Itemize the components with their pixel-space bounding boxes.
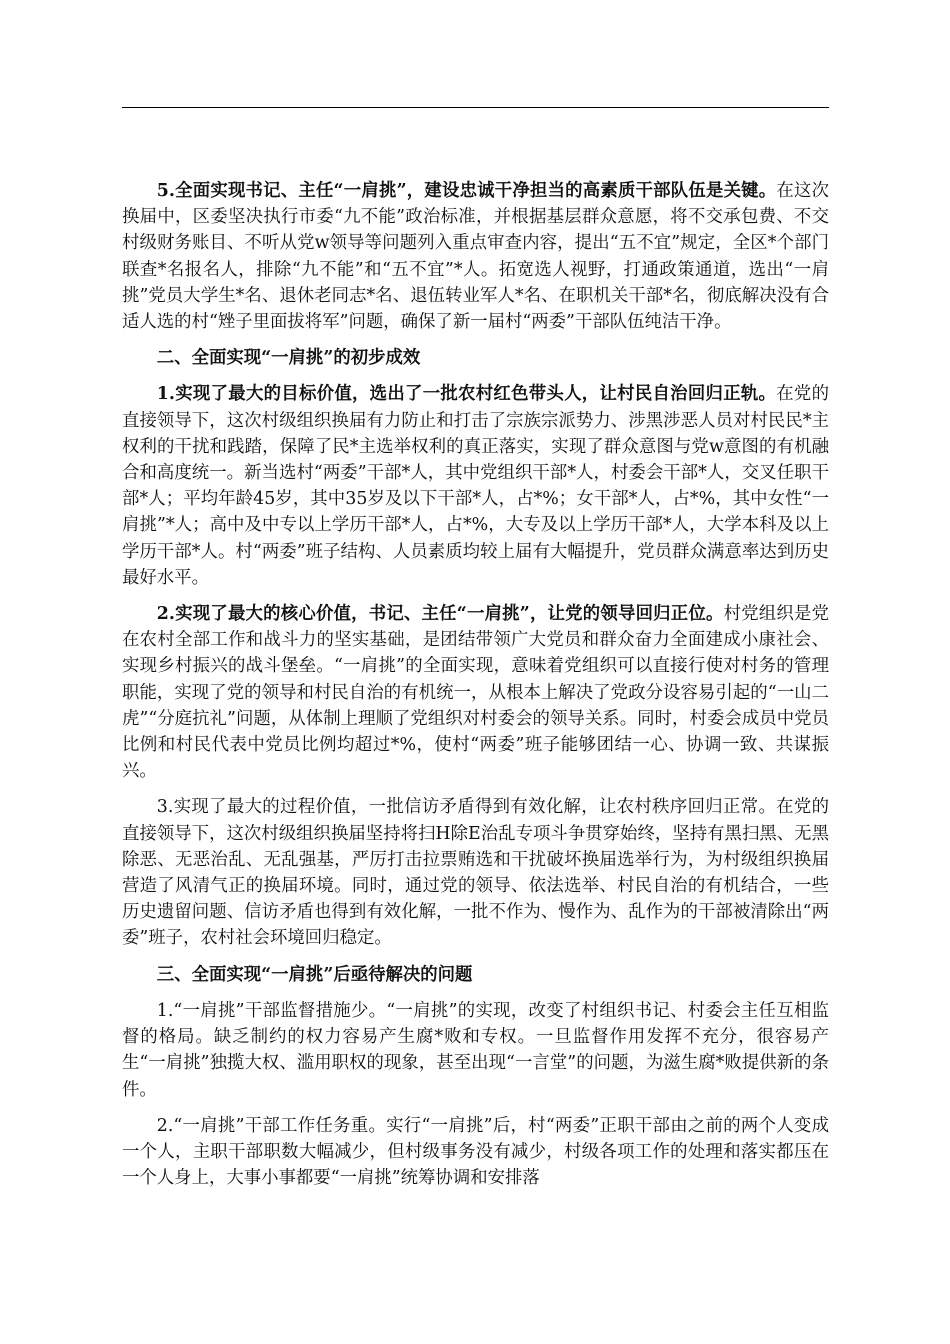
section-heading-3: 三、全面实现“一肩挑”后亟待解决的问题 [156,964,473,985]
paragraph-text: 3.实现了最大的过程价值，一批信访矛盾得到有效化解，让农村秩序回归正常。在党的直接领导下，这次村级组织换届坚持将扫H除E治乱专项斗争贯穿始终，坚持有黑扫黑、无黑除恶、无恶治乱、无乱强基，严厉打击拉票贿选和干扰破坏换届选举行为，为村级组织换届营造了风清气正的换届环境。同时，通过党的领导、依法选举、村民自治的有机结合，一些历史遗留问题、信访矛盾也得到有效化解，一批不作为、慢作为、乱作为的干部被清除出“两委”班子，农村社会环境回归稳定。 [122,797,829,949]
paragraph-section-3-item-1 [122,998,829,1103]
document-body [122,178,829,1201]
header-rule [122,107,829,108]
section-heading-2: 二、全面实现“一肩挑”的初步成效 [156,348,421,369]
paragraph-text: 2.“一肩挑”干部工作任务重。实行“一肩挑”后，村“两委”正职干部由之前的两个人变成一个人，主职干部职数大幅减少，但村级事务没有减少，村级各项工作的处理和落实都压在一个人身上，大事小事都要“一肩挑”统筹协调和安排落 [122,1115,829,1189]
paragraph-text: 1.“一肩挑”干部监督措施少。“一肩挑”的实现，改变了村组织书记、村委会主任互相监督的格局。缺乏制约的权力容易产生腐*败和专权。一旦监督作用发挥不充分，很容易产生“一肩挑”独揽大权、滥用职权的现象，甚至出现“一言堂”的问题，为滋生腐*败提供新的条件。 [122,1000,829,1100]
paragraph-lead: 2.实现了最大的核心价值，书记、主任“一肩挑”，让党的领导回归正位。 [156,604,724,625]
paragraph-lead: 1.实现了最大的目标价值，选出了一批农村红色带头人，让村民自治回归正轨。 [156,384,777,405]
paragraph-section-2-item-2 [122,601,829,784]
paragraph-section-3-item-2 [122,1113,829,1192]
paragraph-section-2-item-3 [122,794,829,951]
paragraph-text: 在党的直接领导下，这次村级组织换届有力防止和打击了宗族宗派势力、涉黑涉恶人员对村民民*主权利的干扰和践踏，保障了民*主选举权利的真正落实，实现了群众意图与党w意图的有机融合和高度统一。新当选村“两委”干部*人，其中党组织干部*人，村委会干部*人，交叉任职干部*人；平均年龄45岁，其中35岁及以下干部*人，占*%；女干部*人，占*%，其中女性“一肩挑”*人；高中及中专以上学历干部*人，占*%，大专及以上学历干部*人，大学本科及以上学历干部*人。村“两委”班子结构、人员素质均较上届有大幅提升，党员群众满意率达到历史最好水平。 [122,384,829,588]
paragraph-section-2-item-1 [122,381,829,591]
paragraph-text: 村党组织是党在农村全部工作和战斗力的坚实基础，是团结带领广大党员和群众奋力全面建成小康社会、实现乡村振兴的战斗堡垒。“一肩挑”的全面实现，意味着党组织可以直接行使对村务的管理职能，实现了党的领导和村民自治的有机统一，从根本上解决了党政分设容易引起的“一山二虎”“分庭抗礼”问题，从体制上理顺了党组织对村委会的领导关系。同时，村委会成员中党员比例和村民代表中党员比例均超过*%，使村“两委”班子能够团结一心、协调一致、共谋振兴。 [122,604,829,782]
paragraph-section-1-item-5 [122,178,829,335]
paragraph-lead: 5.全面实现书记、主任“一肩挑”，建设忠诚干净担当的高素质干部队伍是关键。 [156,181,777,201]
paragraph-text: 在这次换届中，区委坚决执行市委“九不能”政治标准，并根据基层群众意愿，将不交承包费、不交村级财务账目、不听从党w领导等问题列入重点审查内容，提出“五不宜”规定，全区*个部门联查*名报名人，排除“九不能”和“五不宜”*人。拓宽选人视野，打通政策通道，选出“一肩挑”党员大学生*名、退休老同志*名、退伍转业军人*名、在职机关干部*名，彻底解决没有合适人选的村“矬子里面拔将军”问题，确保了新一届村“两委”干部队伍纯洁干净。 [122,181,829,333]
